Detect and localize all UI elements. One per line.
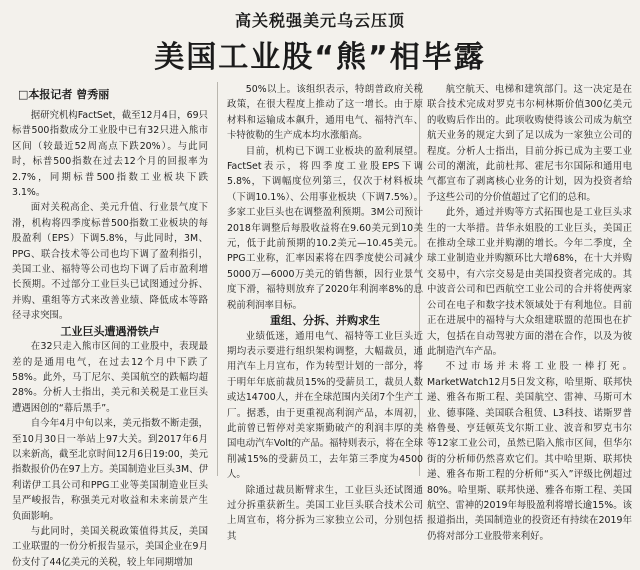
body-paragraph: 在32只走入熊市区间的工业股中，表现最差的是通用电气，在过去12个月中下跌了58%。此外，马丁尼尔、美国航空的跌幅均超28%。分析人士指出，美元和关税是工业巨头遭遇困创的“幕后黑手”。	[12, 341, 208, 414]
article-column-2	[227, 82, 423, 542]
body-paragraph: 除通过裁员断臂求生，工业巨头还试图通过分拆重获新生。美国工业巨头联合技术公司上周宣布，将分拆为三家独立公司，分别包括其	[227, 484, 423, 542]
body-paragraph: 50%以上。该组织表示，特朗普政府关税政策，在很大程度上推动了这一增长。由于原材料和运输成本飙升，通用电气、福特汽车、卡特彼勒的生产成本均水涨船高。	[227, 84, 423, 142]
body-paragraph: 目前，机构已下调工业板块的盈利展望。FactSet表示，将四季度工业股EPS下调5.8%，下调幅度位列第三，仅次于材料板块（下调10.1%）、公用事业板块（下调7.5%）。多家工业巨头也在调整盈利预期。3M公司预计2018年调整后每股收益将在9.60美元到10美元，低于此前预期的10.2美元—10.45美元。PPG工业称，汇率因素将在四季度使公司减少5000万—6000万美元的销售额，因行业景气度下滑，福特则放弃了2020年利润率8%的息税前利润率目标。	[227, 145, 423, 311]
body-paragraph: 据研究机构FactSet，截至12月4日，69只标普500指数成分工业股中已有32只进入熊市区间（较最近52周高点下跌20%）。与此同时，标普500指数在过去12个月的回报率为2.7%，同期标普500指数工业板块下跌3.1%。	[12, 110, 208, 199]
headline-kicker: 高关税强美元乌云压顶	[234, 11, 405, 30]
body-paragraph: 航空航天、电梯和建筑部门。这一决定是在联合技术完成对罗克韦尔柯林斯价值300亿美元的收购后作出的。此项收购使得该公司成为航空航天业务的规定大到了足以成为一家独立公司的程度。分析人士指出，目前分拆已成为主要工业公司的潮流，此前杜邦、霍尼韦尔国际和通用电气都宣布了剥离核心业务的计划，因为投资者给予这些公司的分价值超过了它们的总和。	[427, 84, 632, 203]
body-paragraph: 面对关税高企、美元升值、行业景气度下滑，机构将四季度标普500指数工业板块的每股盈利（EPS）下调5.8%，与此同时，3M、PPG、联合技术等公司也均下调了盈利指引，美国工业、福特等公司也均下调了后市盈利增长预期。不过部分工业巨头已试图通过分拆、并购、重组等方式来改善业绩、降低成本等路径寻求突围。	[12, 202, 208, 322]
body-paragraph: 此外，通过并购等方式拓围也是工业巨头求生的一大举措。昔华永姐股的工业巨头，美国正在推动全球工业并购潮的增长。今年二季度，全球工业制造业并购额环比大增68%，在十大并购交易中，有六宗交易是由美国投资者完成的。其中波音公司和巴西航空工业公司的合并将使两家公司在电子和数字技术领域处于有利地位。目前正在进展中的福特与大众组建联盟的范围也在扩大，包括在自动驾驶方面的潜在合作，以及为彼此制造汽车产品。	[427, 207, 632, 357]
section-heading: 重组、分拆、并购求生	[270, 314, 380, 328]
body-paragraph: 与此同时，美国关税政策值得其反，美国工业联盟的一份分析报告显示，美国企业在9月份支付了44亿美元的关税，较上年同期增加	[12, 525, 208, 568]
column-divider	[217, 82, 218, 476]
body-paragraph: 自今年4月中旬以来，美元指数不断走强，至10月30日一举站上97大关。到2017年6月以来新高，截至北京时间12月6日19:00，美元指数报价仍在97上方。美国制造业巨头3M、伊利诺伊工具公司和PPG工业等美国制造业巨头呈严峻报告，称强美元对收益和未来前景产生负面影响。	[12, 418, 208, 522]
article-column-1	[12, 108, 208, 568]
headline-title: 美国工业股“熊”相毕露	[154, 40, 486, 75]
body-paragraph: 不过市场并未将工业股一棒打死。MarketWatch12月5日发文称，哈里斯、联邦快递、雅各布斯工程、美国航空、雷神、马斯可木业、德事隆、美国联合租赁、L3科技、诺斯罗普格鲁曼、亨廷顿英戈尔斯工业、波音和罗克韦尔等12家工业公司，虽然已陷入熊市区间，但华尔街的分析师仍然喜欢它们。其中哈里斯、联邦快递、雅各布斯工程的分析师“买入”评级比例超过80%。哈里斯、联邦快递、雅各布斯工程、美国航空、雷神的2019年每股盈利将增长逾15%。该报道指出，美国制造业的投资还有持续在2019年仍将对部分工业股带来利好。	[427, 361, 632, 542]
section-heading: 工业巨头遭遇滑铁卢	[60, 324, 160, 338]
article-column-3	[427, 82, 632, 542]
byline: □本报记者 曾秀丽	[18, 88, 110, 101]
body-paragraph: 业绩低迷，通用电气、福特等工业巨头近期均表示要进行组织架构调整，大幅裁员，通用汽车上月宣布，作为转型计划的一部分，将于明年年底前裁员15%的受薪员工，裁员人数或达14700人，并在全球范围内关闭7个生产工厂。据悉，由于更重视高利润产品，本周初，此前曾已暂停对美家斯勤破产的利润丰厚的美国电动汽车Volt的产品。福特则表示，将在全球削减15%的受薪员工，去年第三季度为4500人。	[227, 330, 423, 481]
